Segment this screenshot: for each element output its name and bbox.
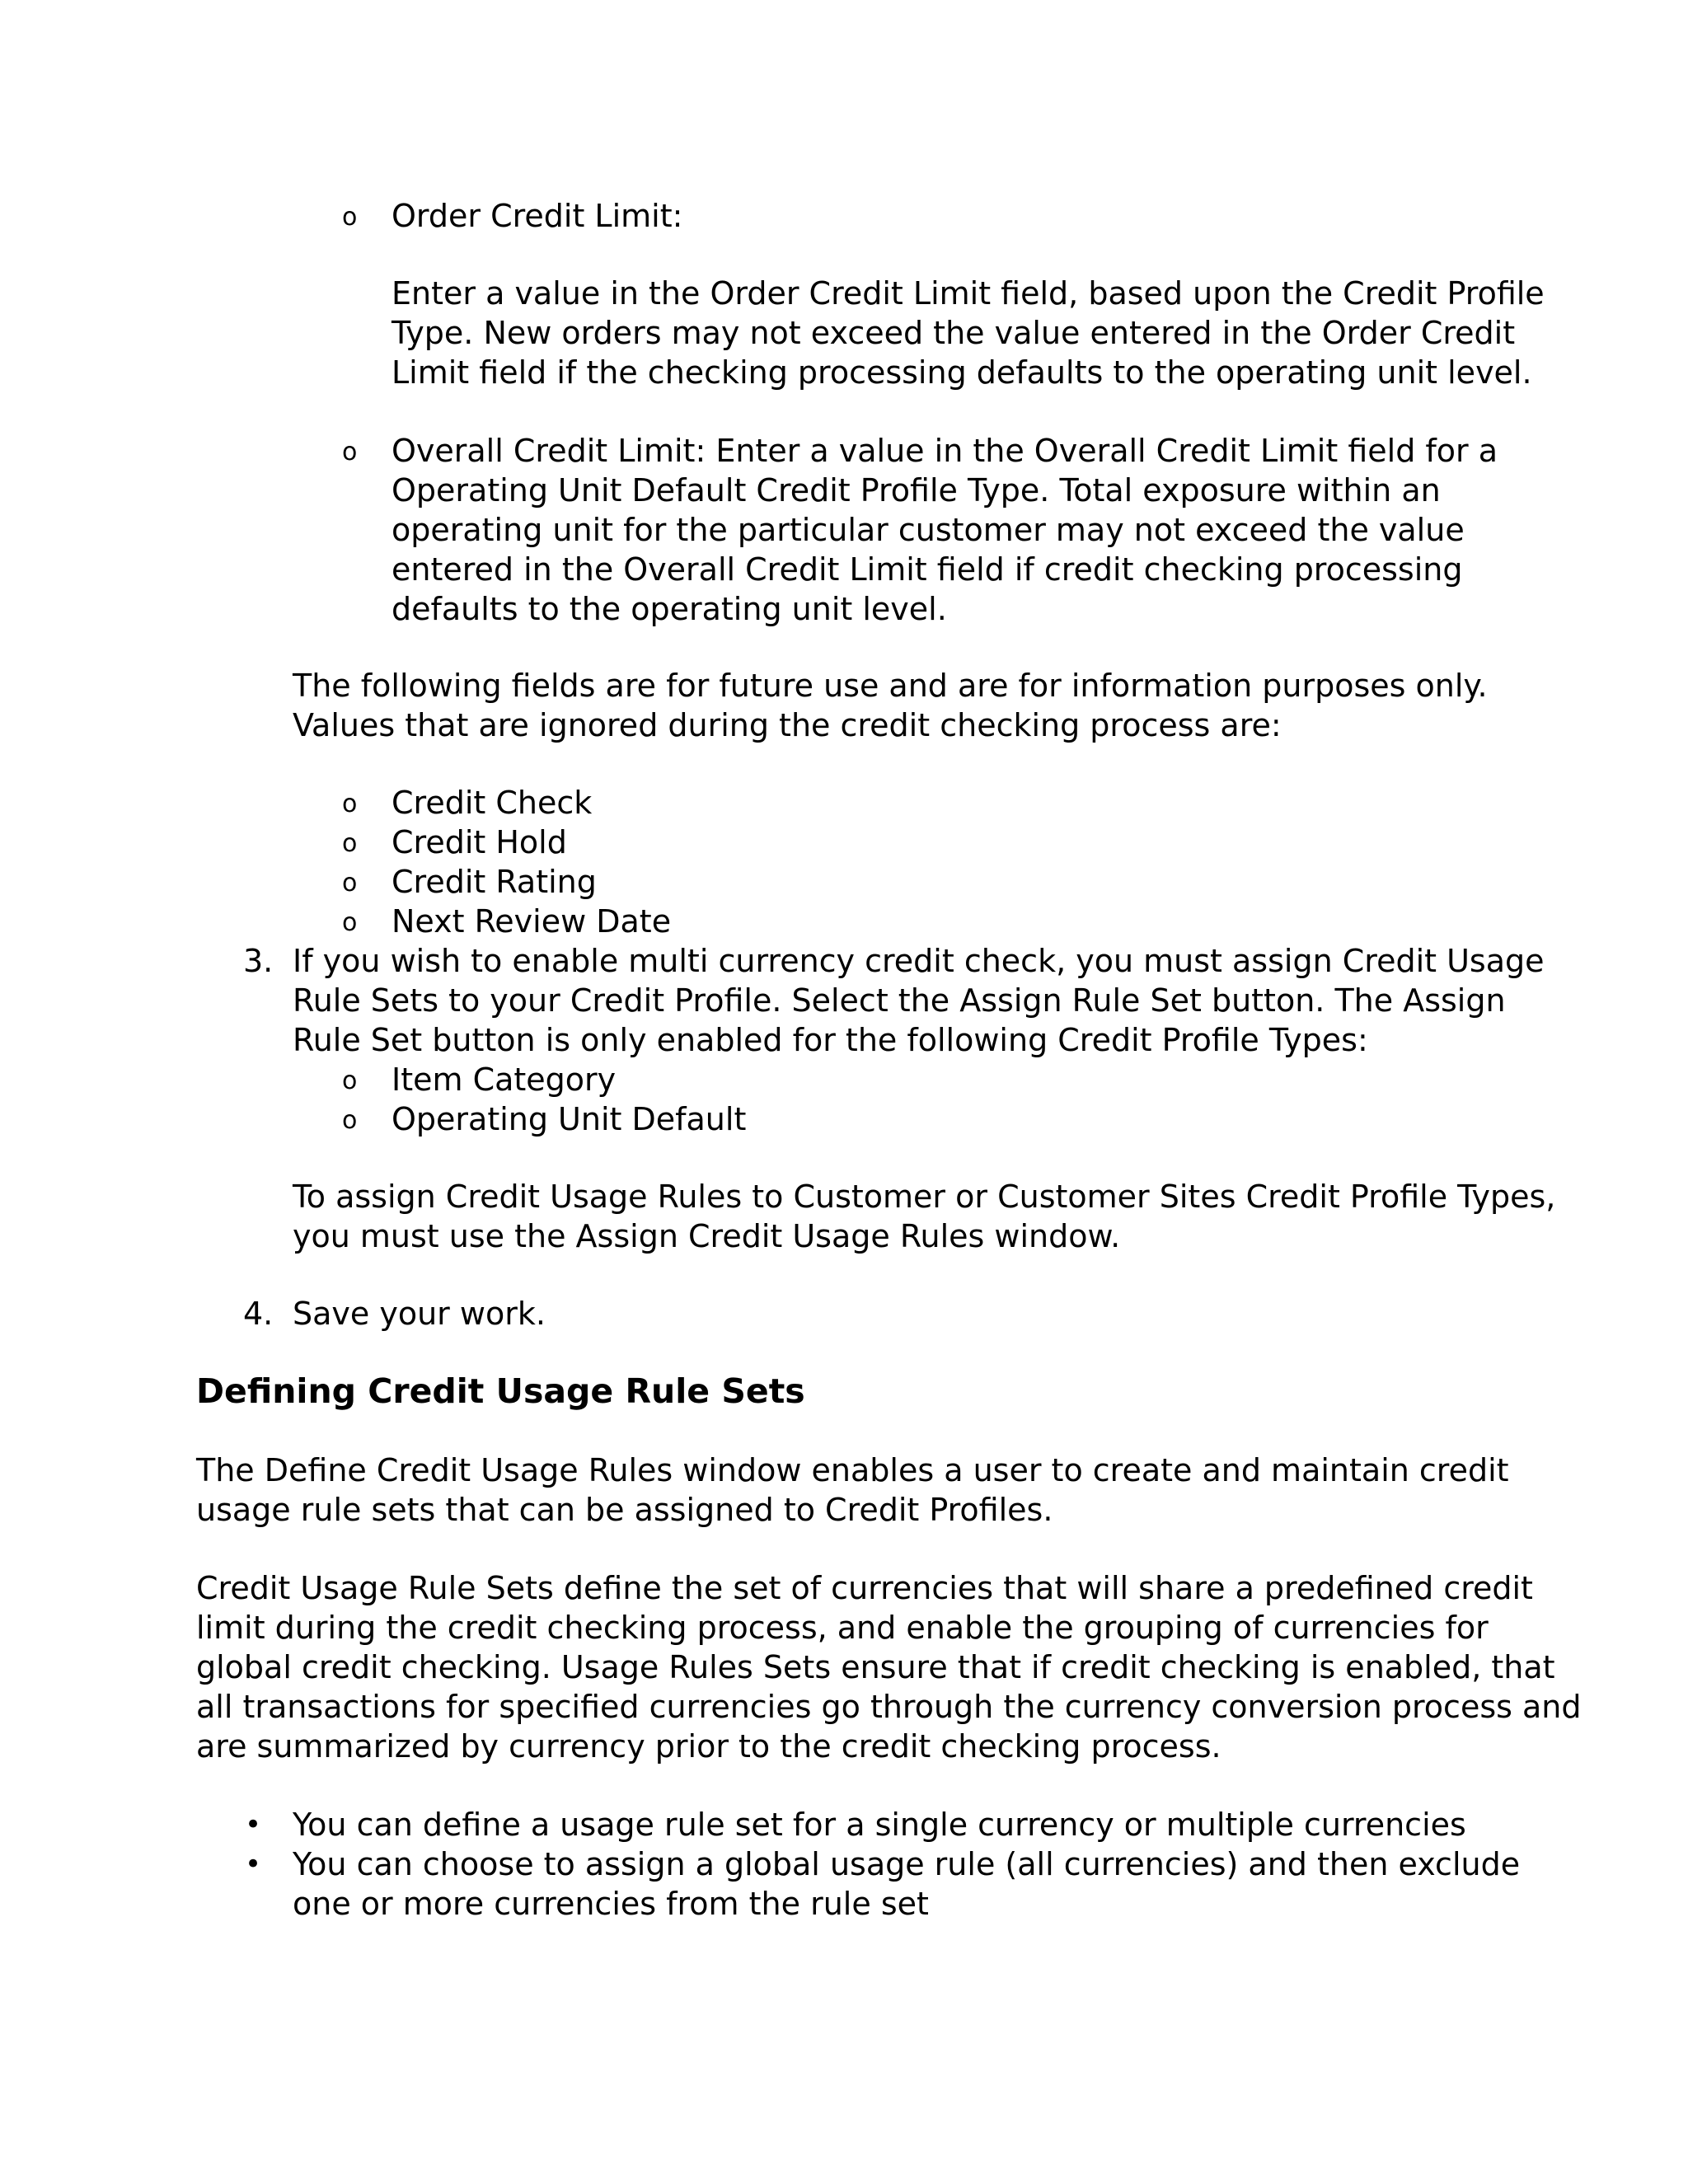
section-para1-line: The Define Credit Usage Rules window enables a user to create and maintain credit bbox=[196, 1452, 1509, 1488]
hollow-bullet: o bbox=[342, 869, 358, 898]
section-para2-line: all transactions for specified currencies go through the currency conversion process and bbox=[196, 1689, 1582, 1725]
section-para2-line: global credit checking. Usage Rules Sets ensure that if credit checking is enabled, that bbox=[196, 1649, 1555, 1685]
solid-bullet: • bbox=[245, 1848, 262, 1881]
future-use-item: Next Review Date bbox=[392, 903, 672, 940]
step3-item: Operating Unit Default bbox=[392, 1101, 747, 1137]
order-credit-limit-body-line: Type. New orders may not exceed the value entered in the Order Credit bbox=[392, 315, 1516, 351]
future-use-line: Values that are ignored during the credit checking process are: bbox=[293, 707, 1282, 743]
section-bullet-line: You can define a usage rule set for a single currency or multiple currencies bbox=[293, 1807, 1466, 1843]
step3-note-line: To assign Credit Usage Rules to Customer or Customer Sites Credit Profile Types, bbox=[293, 1179, 1556, 1215]
step3-item: Item Category bbox=[392, 1062, 617, 1098]
future-use-item: Credit Rating bbox=[392, 864, 597, 900]
hollow-bullet: o bbox=[342, 829, 358, 858]
overall-credit-limit-line: Operating Unit Default Credit Profile Type. Total exposure within an bbox=[392, 472, 1441, 509]
order-credit-limit-body-line: Limit field if the checking processing defaults to the operating unit level. bbox=[392, 354, 1532, 391]
section-para2-line: Credit Usage Rule Sets define the set of currencies that will share a predefined credit bbox=[196, 1570, 1533, 1606]
overall-credit-limit-line: entered in the Overall Credit Limit field if credit checking processing bbox=[392, 551, 1463, 588]
section-bullet-line: one or more currencies from the rule set bbox=[293, 1886, 929, 1922]
section-para2-line: are summarized by currency prior to the credit checking process. bbox=[196, 1728, 1221, 1765]
hollow-bullet: o bbox=[342, 908, 358, 937]
future-use-item: Credit Hold bbox=[392, 824, 567, 860]
order-credit-limit-title: Order Credit Limit: bbox=[392, 198, 683, 234]
step4-text: Save your work. bbox=[293, 1296, 546, 1332]
step-number: 4. bbox=[243, 1296, 274, 1332]
future-use-line: The following fields are for future use and are for information purposes only. bbox=[293, 668, 1488, 704]
hollow-bullet: o bbox=[342, 1106, 358, 1135]
order-credit-limit-body-line: Enter a value in the Order Credit Limit field, based upon the Credit Profile bbox=[392, 275, 1545, 312]
hollow-bullet: o bbox=[342, 790, 358, 818]
overall-credit-limit-line: Overall Credit Limit: Enter a value in the Overall Credit Limit field for a bbox=[392, 433, 1498, 469]
hollow-bullet: o bbox=[342, 438, 358, 466]
solid-bullet: • bbox=[245, 1808, 262, 1841]
future-use-item: Credit Check bbox=[392, 785, 593, 821]
section-para1-line: usage rule sets that can be assigned to Credit Profiles. bbox=[196, 1492, 1053, 1528]
hollow-bullet: o bbox=[342, 203, 358, 232]
step3-line: If you wish to enable multi currency credit check, you must assign Credit Usage bbox=[293, 943, 1545, 979]
section-heading: Defining Credit Usage Rule Sets bbox=[196, 1371, 805, 1411]
overall-credit-limit-line: operating unit for the particular customer may not exceed the value bbox=[392, 512, 1465, 548]
step-number: 3. bbox=[243, 943, 274, 979]
overall-credit-limit-line: defaults to the operating unit level. bbox=[392, 591, 947, 627]
hollow-bullet: o bbox=[342, 1066, 358, 1095]
step3-note-line: you must use the Assign Credit Usage Rules window. bbox=[293, 1218, 1121, 1254]
section-para2-line: limit during the credit checking process, and enable the grouping of currencies for bbox=[196, 1610, 1489, 1646]
step3-line: Rule Sets to your Credit Profile. Select the Assign Rule Set button. The Assign bbox=[293, 982, 1506, 1019]
section-bullet-line: You can choose to assign a global usage rule (all currencies) and then exclude bbox=[293, 1846, 1521, 1882]
step3-line: Rule Set button is only enabled for the following Credit Profile Types: bbox=[293, 1022, 1368, 1058]
